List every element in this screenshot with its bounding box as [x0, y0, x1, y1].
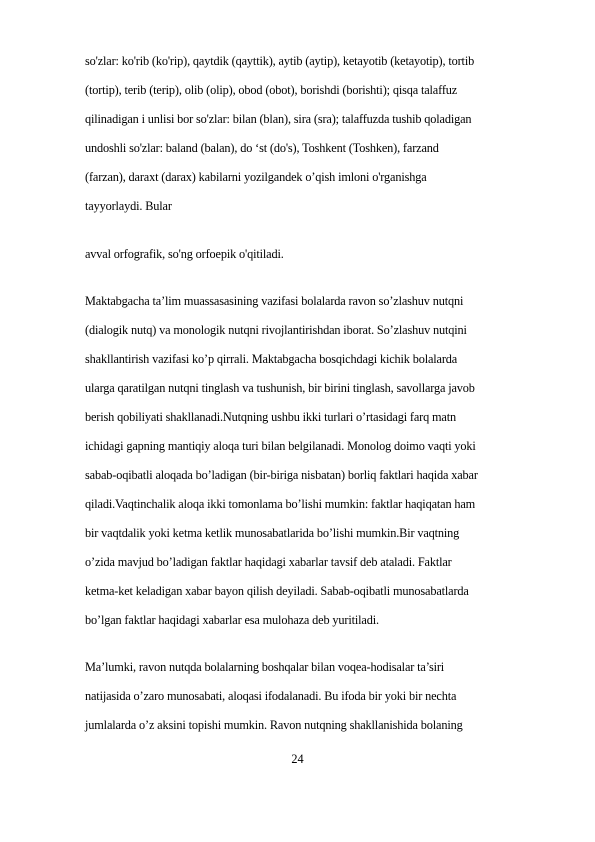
text-line: qiladi.Vaqtinchalik aloqa ikki tomonlama bo’lishi mumkin: faktlar haqiqatan ham: [85, 497, 476, 511]
text-line: berish qobiliyati shakllanadi.Nutqning ushbu ikki turlari o’rtasidagi farq matn: [85, 410, 456, 424]
text-line: ichidagi gapning mantiqiy aloqa turi bilan belgilanadi. Monolog doimo vaqti yoki: [85, 439, 476, 453]
text-line: (tortip), terib (terip), olib (olip), obod (obot), borishdi (borishti); qisqa talaffuz: [85, 83, 458, 97]
text-line: natijasida o’zaro munosabati, aloqasi ifodalanadi. Bu ifoda bir yoki bir nechta: [85, 689, 457, 703]
text-line: o’zida mavjud bo’ladigan faktlar haqidagi xabarlar tavsif deb ataladi. Faktlar: [85, 555, 452, 569]
text-line: so'zlar: ko'rib (ko'rip), qaytdik (qayttik), aytib (aytip), ketayotib (ketayotip), tortib: [85, 54, 475, 68]
text-line: undoshli so'zlar: baland (balan), do ‘st (do's), Toshkent (Toshken), farzand: [85, 141, 439, 155]
text-line: tayyorlaydi. Bular: [85, 199, 172, 213]
text-line: (farzan), daraxt (darax) kabilarni yozilgandek o’qish imloni o'rganishga: [85, 170, 427, 184]
text-line: Ma’lumki, ravon nutqda bolalarning boshqalar bilan voqea-hodisalar ta’siri: [85, 660, 445, 674]
text-line: ketma-ket keladigan xabar bayon qilish deyiladi. Sabab-oqibatli munosabatlarda: [85, 584, 469, 598]
text-line: bir vaqtdalik yoki ketma ketlik munosabatlarida bo’lishi mumkin.Bir vaqtning: [85, 526, 460, 540]
text-line: (dialogik nutq) va monologik nutqni rivojlantirishdan iborat. So’zlashuv nutqini: [85, 323, 467, 337]
page-number: 24: [291, 752, 304, 766]
text-line: jumlalarda o’z aksini topishi mumkin. Ravon nutqning shakllanishida bolaning: [85, 718, 463, 732]
text-line: Maktabgacha ta’lim muassasasining vazifasi bolalarda ravon so’zlashuv nutqni: [85, 294, 464, 308]
text-line: bo’lgan faktlar haqidagi xabarlar esa mulohaza deb yuritiladi.: [85, 613, 379, 627]
text-line: avval orfografik, so'ng orfoepik o'qitiladi.: [85, 247, 284, 261]
text-line: qilinadigan i unlisi bor so'zlar: bilan (blan), sira (sra); talaffuzda tushib qoladigan: [85, 112, 472, 126]
text-line: sabab-oqibatli aloqada bo’ladigan (bir-biriga nisbatan) borliq faktlari haqida xabar: [85, 468, 478, 482]
text-line: ularga qaratilgan nutqni tinglash va tushunish, bir birini tinglash, savollarga javob: [85, 381, 475, 395]
text-line: shakllantirish vazifasi ko’p qirrali. Maktabgacha bosqichdagi kichik bolalarda: [85, 352, 458, 366]
